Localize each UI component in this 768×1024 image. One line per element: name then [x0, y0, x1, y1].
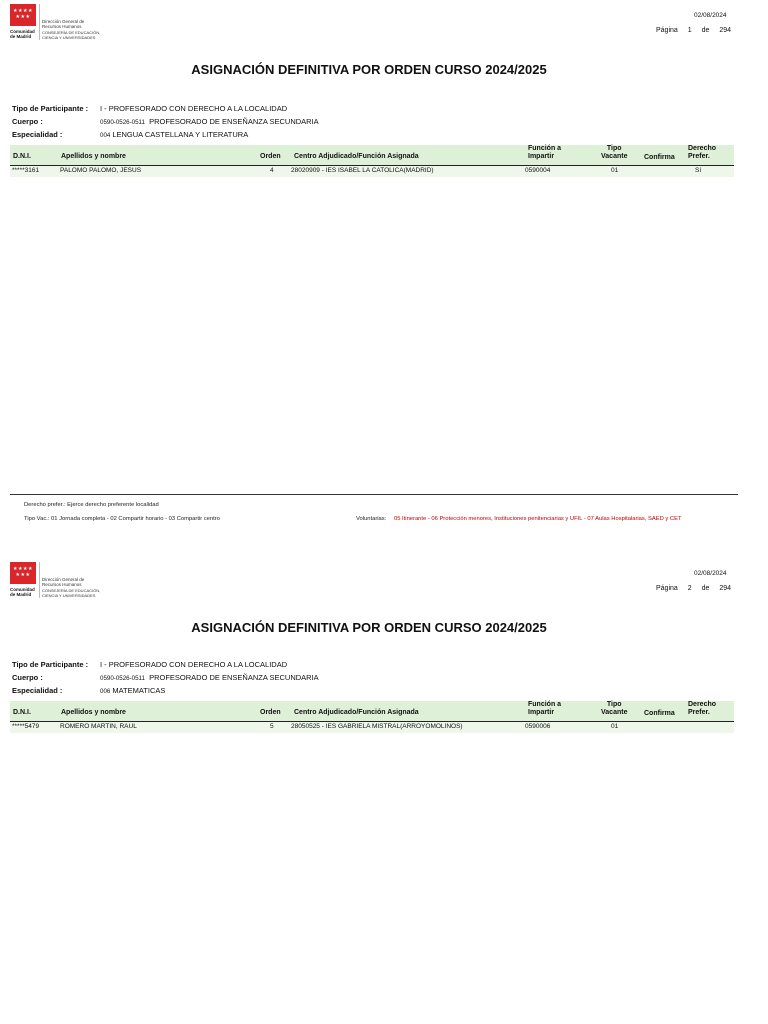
- cuerpo-name: PROFESORADO DE ENSEÑANZA SECUNDARIA: [149, 673, 319, 682]
- col-tipo-line1: Tipo: [606, 701, 622, 708]
- cell-orden: 4: [270, 167, 274, 174]
- footer-derecho-note: Derecho prefer.: Ejerce derecho preferente localidad: [24, 502, 159, 508]
- cell-nombre: ROMERO MARTIN, RAUL: [60, 723, 137, 730]
- col-derecho: [688, 701, 716, 717]
- logo-separator: [39, 4, 40, 40]
- col-funcion-line2: Impartir: [528, 153, 555, 160]
- report-date: 02/08/2024: [694, 570, 727, 577]
- cell-funcion: 0590004: [525, 167, 551, 174]
- col-tipo: [601, 701, 627, 717]
- col-derecho: [688, 145, 716, 161]
- especialidad-name: LENGUA CASTELLANA Y LITERATURA: [112, 130, 249, 139]
- col-nombre: Apellidos y nombre: [61, 709, 126, 716]
- col-tipo: [601, 145, 627, 161]
- total-pages: 294: [719, 585, 732, 592]
- col-confirma: Confirma: [644, 154, 675, 161]
- cell-tipo: 01: [611, 167, 619, 174]
- tipo-label: Tipo de Participante :: [12, 660, 89, 669]
- page-of: de: [701, 585, 710, 592]
- page-title: ASIGNACIÓN DEFINITIVA POR ORDEN CURSO 2024/2025: [191, 62, 547, 77]
- cell-dni: *****3161: [12, 167, 40, 174]
- footer-divider: [10, 494, 738, 495]
- cuerpo-code: 0590-0526-0511: [100, 675, 145, 682]
- cuerpo-value: [100, 673, 319, 682]
- col-orden: Orden: [260, 153, 281, 160]
- especialidad-name: MATEMATICAS: [112, 686, 166, 695]
- report-page-2: [0, 558, 768, 1024]
- col-orden: Orden: [260, 709, 281, 716]
- footer-tipo-vac-note: Tipo Vac.: 01 Jornada completa - 02 Compartir horario - 03 Compartir centro: [24, 516, 220, 522]
- logo-separator: [39, 562, 40, 598]
- col-derecho-line2: Prefer.: [688, 709, 710, 716]
- comunidad-madrid-logo: [10, 562, 140, 602]
- tipo-value: I - PROFESORADO CON DERECHO A LA LOCALIDAD: [100, 660, 288, 669]
- page-number: 2: [687, 585, 692, 592]
- col-derecho-line2: Prefer.: [688, 153, 710, 160]
- logo-stars: ★★★★ ★★★: [13, 8, 33, 20]
- page-label: Página: [656, 27, 678, 34]
- report-date: 02/08/2024: [694, 12, 727, 19]
- page-title: ASIGNACIÓN DEFINITIVA POR ORDEN CURSO 2024/2025: [191, 620, 547, 635]
- cuerpo-name: PROFESORADO DE ENSEÑANZA SECUNDARIA: [149, 117, 319, 126]
- logo-consejeria-text: CONSEJERÍA DE EDUCACIÓN, CIENCIA Y UNIVERSIDADES: [42, 588, 101, 598]
- table-row: [10, 166, 734, 177]
- cuerpo-label: Cuerpo :: [12, 673, 43, 682]
- table-header: [10, 701, 734, 722]
- cell-orden: 5: [270, 723, 274, 730]
- cell-derecho: Sí: [695, 167, 702, 174]
- col-centro: Centro Adjudicado/Función Asignada: [294, 153, 419, 160]
- col-funcion-line2: Impartir: [528, 709, 555, 716]
- cell-tipo: 01: [611, 723, 619, 730]
- col-tipo-line1: Tipo: [606, 145, 622, 152]
- cuerpo-value: [100, 117, 319, 126]
- logo-consejeria-text: CONSEJERÍA DE EDUCACIÓN, CIENCIA Y UNIVERSIDADES: [42, 30, 101, 40]
- col-confirma: Confirma: [644, 710, 675, 717]
- col-dni: D.N.I.: [13, 709, 31, 716]
- col-derecho-line1: Derecho: [688, 145, 717, 152]
- tipo-label: Tipo de Participante :: [12, 104, 89, 113]
- col-funcion-line1: Función a: [528, 145, 562, 152]
- logo-dg-text: Dirección General de Recursos Humanos: [42, 19, 85, 29]
- cuerpo-label: Cuerpo :: [12, 117, 43, 126]
- cell-centro: 28020909 - IES ISABEL LA CATOLICA(MADRID): [291, 167, 434, 174]
- page-of: de: [701, 27, 710, 34]
- cell-dni: *****5479: [12, 723, 40, 730]
- especialidad-value: [100, 130, 248, 139]
- logo-gov-text: Comunidad de Madrid: [10, 587, 35, 597]
- footer-voluntarias-label: Voluntarias:: [356, 516, 387, 522]
- logo-dg-text: Dirección General de Recursos Humanos: [42, 577, 85, 587]
- cell-funcion: 0590006: [525, 723, 551, 730]
- comunidad-madrid-logo: [10, 4, 140, 44]
- table-header: [10, 145, 734, 166]
- footer-voluntarias-note: 05 Itinerante - 06 Protección menores, Instituciones penitenciarias y UFIL - 07 Aulas Hospitalarias, SAED y CET: [394, 516, 682, 522]
- col-funcion-line1: Función a: [528, 701, 562, 708]
- logo-gov-text: Comunidad de Madrid: [10, 29, 35, 39]
- col-tipo-line2: Vacante: [601, 709, 628, 716]
- cell-centro: 28050525 - IES GABRIELA MISTRAL(ARROYOMOLINOS): [291, 723, 463, 730]
- especialidad-code: 006: [100, 688, 111, 695]
- tipo-value: I - PROFESORADO CON DERECHO A LA LOCALIDAD: [100, 104, 288, 113]
- especialidad-label: Especialidad :: [12, 686, 63, 695]
- especialidad-value: [100, 686, 165, 695]
- col-centro: Centro Adjudicado/Función Asignada: [294, 709, 419, 716]
- cell-nombre: PALOMO PALOMO, JESUS: [60, 167, 142, 174]
- table-row: [10, 722, 734, 733]
- especialidad-label: Especialidad :: [12, 130, 63, 139]
- col-tipo-line2: Vacante: [601, 153, 628, 160]
- page-number: 1: [687, 27, 692, 34]
- col-funcion: [528, 701, 561, 717]
- col-nombre: Apellidos y nombre: [61, 153, 126, 160]
- col-dni: D.N.I.: [13, 153, 31, 160]
- especialidad-code: 004: [100, 132, 111, 139]
- col-derecho-line1: Derecho: [688, 701, 717, 708]
- logo-stars: ★★★★ ★★★: [13, 566, 33, 578]
- cuerpo-code: 0590-0526-0511: [100, 119, 145, 126]
- col-funcion: [528, 145, 561, 161]
- page-indicator: [656, 585, 735, 592]
- page-indicator: [656, 27, 735, 34]
- total-pages: 294: [719, 27, 732, 34]
- page-label: Página: [656, 585, 678, 592]
